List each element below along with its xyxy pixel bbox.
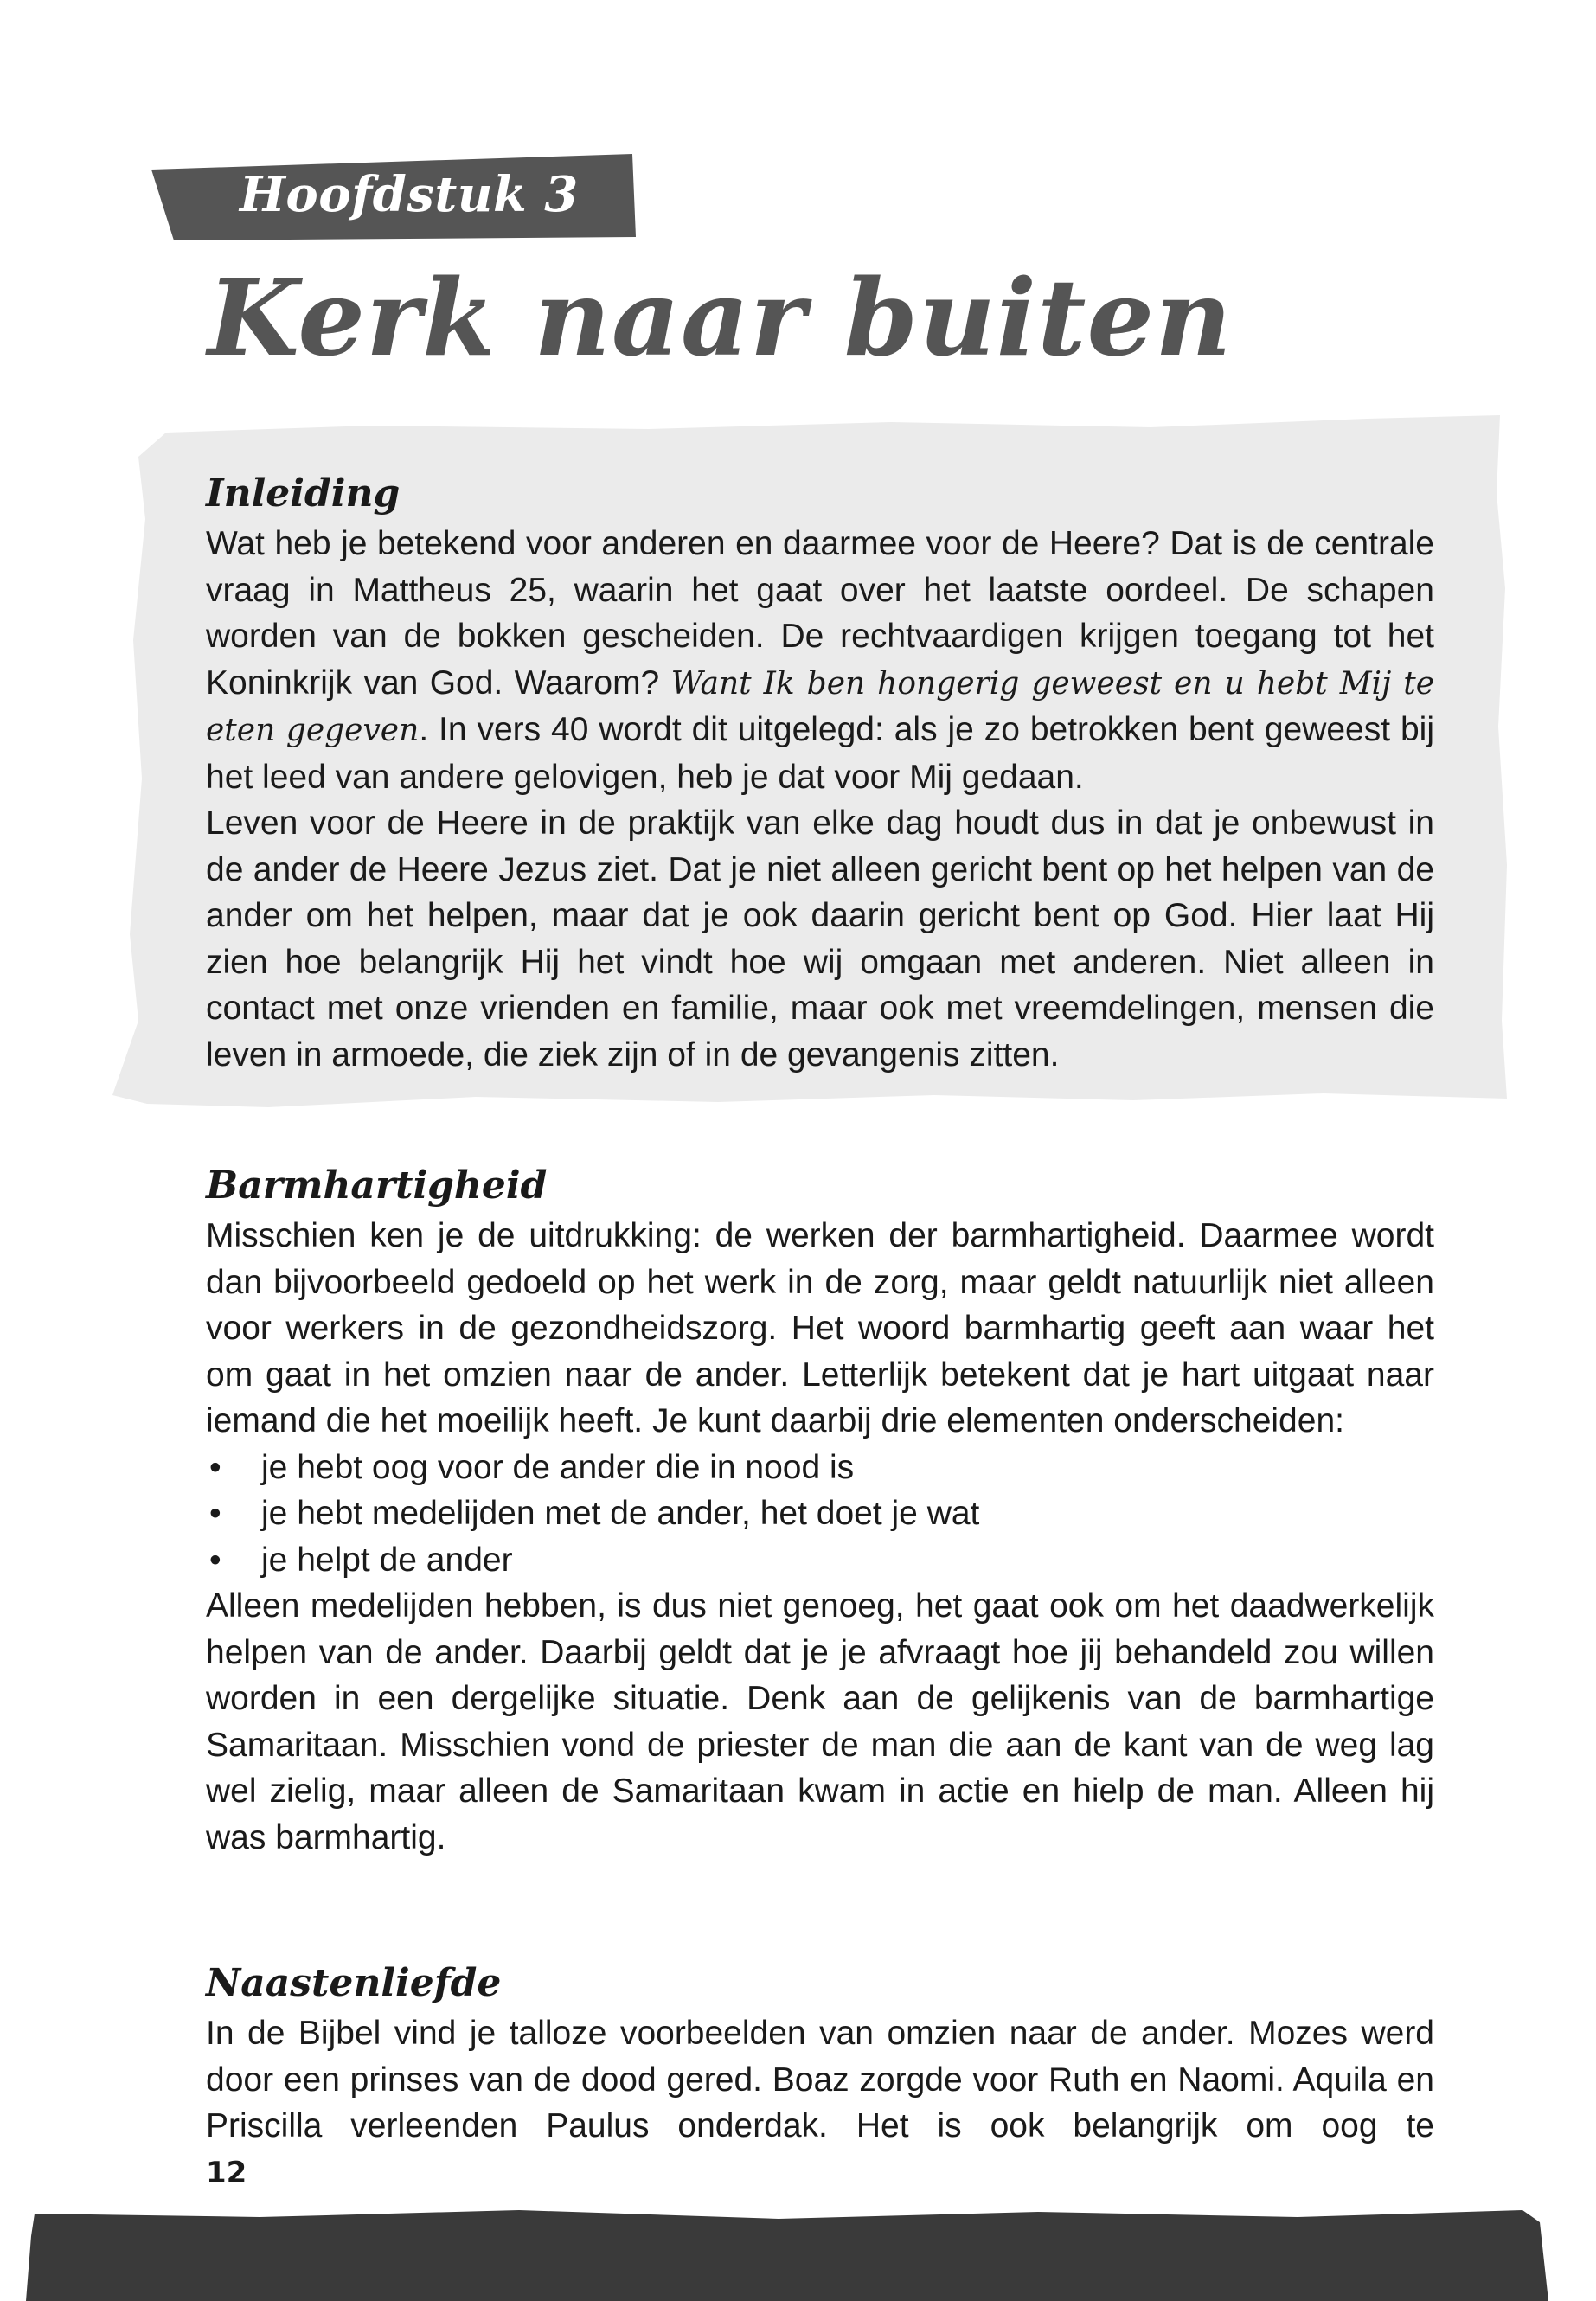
intro-heading: Inleiding bbox=[206, 471, 401, 516]
intro-paragraph-1-text-b: . In vers 40 wordt dit uitgelegd: als je zo betrokken bent geweest bij het leed van andere gelovigen, heb je dat voor Mij gedaan. bbox=[206, 711, 1434, 796]
chapter-title: Kerk naar buiten bbox=[208, 255, 1233, 380]
bullet-icon: • bbox=[209, 1495, 221, 1532]
bullet-icon: • bbox=[209, 1448, 221, 1486]
list-item-text: je helpt de ander bbox=[261, 1541, 513, 1579]
intro-paragraph-1-text-a: Wat heb je betekend voor anderen en daarmee voor de Heere? Dat is de centrale vraag in Mattheus 25, waarin het gaat over het laatste oordeel. De schapen worden van de bokken gescheiden. De rechtvaardigen krijgen toegang tot het Koninkrijk van God. Waarom? bbox=[206, 525, 1434, 702]
list-item bbox=[206, 1537, 1434, 1584]
naastenliefde-heading: Naastenliefde bbox=[206, 1961, 502, 2005]
barmhartigheid-paragraph-1: Misschien ken je de uitdrukking: de werken der barmhartigheid. Daarmee wordt dan bijvoorbeeld gedoeld op het werk in de zorg, maar geldt natuurlijk niet alleen voor werkers in de gezondheidszorg. Het woord barmhartig geeft aan waar het om gaat in het omzien naar de ander. Letterlijk betekent dat je hart uitgaat naar iemand die het moeilijk heeft. Je kunt daarbij drie elementen onderscheiden: bbox=[206, 1217, 1434, 1439]
intro-box bbox=[112, 415, 1514, 1159]
intro-paragraph-2: Leven voor de Heere in de praktijk van elke dag houdt dus in dat je onbewust in de ander de Heere Jezus ziet. Dat je niet alleen gericht bent op het helpen van de ander om het helpen, maar dat je ook daarin gericht bent op God. Hier laat Hij zien hoe belangrijk Hij het vindt hoe wij omgaan met anderen. Niet alleen in contact met onze vrienden en familie, maar ook met vreemdelingen, mensen die leven in armoede, die ziek zijn of in de gevangenis zitten. bbox=[206, 804, 1434, 1074]
barmhartigheid-heading: Barmhartigheid bbox=[206, 1163, 548, 1208]
list-item bbox=[206, 1490, 1434, 1537]
chapter-label: Hoofdstuk 3 bbox=[240, 166, 579, 223]
naastenliefde-section bbox=[206, 1957, 1434, 2150]
barmhartigheid-section bbox=[206, 1159, 1434, 1861]
intro-paragraph-1 bbox=[206, 521, 1434, 800]
list-item-text: je hebt medelijden met de ander, het doet je wat bbox=[261, 1495, 980, 1532]
footer-band bbox=[0, 2202, 1596, 2301]
list-item-text: je hebt oog voor de ander die in nood is bbox=[261, 1448, 855, 1486]
page-number: 12 bbox=[206, 2156, 247, 2190]
list-item bbox=[206, 1445, 1434, 1491]
bullet-icon: • bbox=[209, 1541, 221, 1579]
intro-content bbox=[206, 467, 1434, 1078]
bullet-list bbox=[206, 1445, 1434, 1584]
scripture-quote: Want Ik ben hongerig geweest en u hebt Mij te eten gegeven bbox=[206, 665, 1434, 748]
barmhartigheid-paragraph-2: Alleen medelijden hebben, is dus niet genoeg, het gaat ook om het daadwerkelijk helpen van de ander. Daarbij geldt dat je je afvraagt hoe jij behandeld zou willen worden in een dergelijke situatie. Denk aan de gelijkenis van de barmhartige Samaritaan. Misschien vond de priester de man die aan de kant van de weg lag wel zielig, maar alleen de Samaritaan kwam in actie en hielp de man. Alleen hij was barmhartig. bbox=[206, 1587, 1434, 1856]
naastenliefde-paragraph-1: In de Bijbel vind je talloze voorbeelden van omzien naar de ander. Mozes werd door een prinses van de dood gered. Boaz zorgde voor Ruth en Naomi. Aquila en Priscilla verleenden Paulus onderdak. Het is ook belangrijk om oog te bbox=[206, 2015, 1434, 2144]
chapter-tab bbox=[151, 154, 636, 240]
